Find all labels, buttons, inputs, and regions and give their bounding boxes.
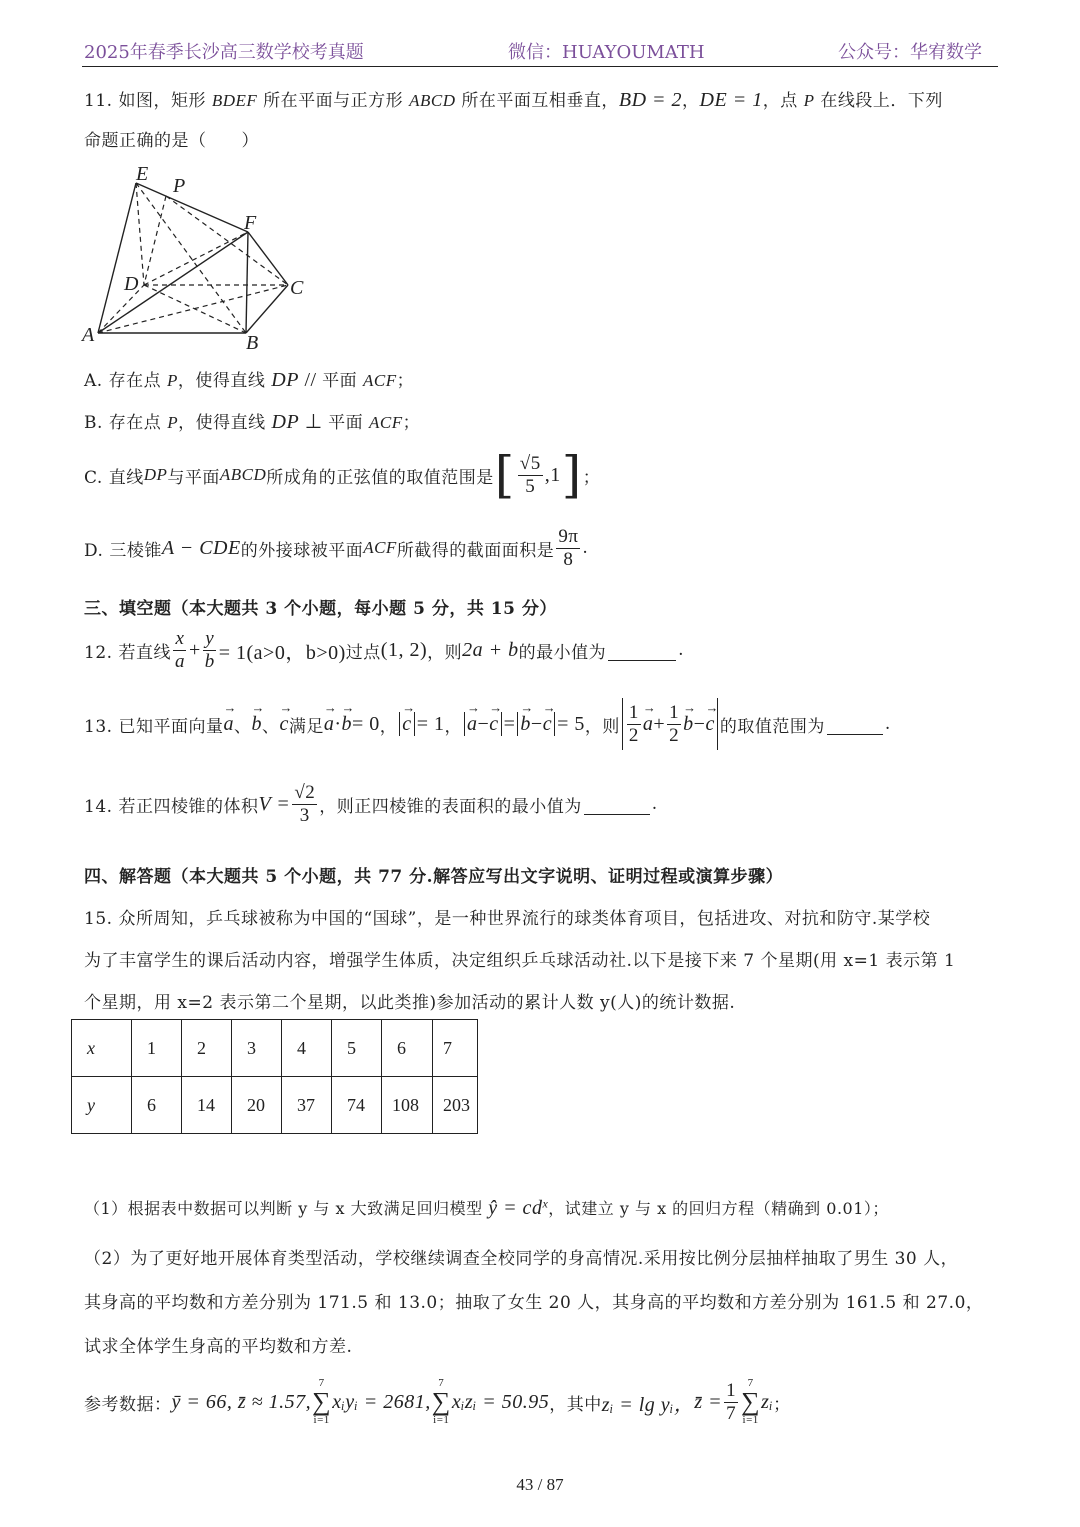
edge-ED [136,183,144,285]
table-row-y: y 6 14 20 37 74 108 203 [72,1077,478,1134]
q15-line1: 15. 众所周知，乒乓球被称为中国的“国球”，是一种世界流行的球类体育项目，包括进攻、对抗和防守.某学校 [84,909,931,929]
label-A: A [82,324,95,346]
header-title: 2025年春季长沙高三数学校考真题 [84,42,364,63]
sum-symbol-2: 7 ∑ i=1 [431,1377,451,1426]
q15-line3: 个星期，用 x=2 表示第二个星期，以此类推)参加活动的累计人数 y(人)的统计数据. [84,993,736,1013]
label-D: D [124,273,139,295]
edge-BC [246,285,288,333]
edge-PC [166,196,288,285]
q15-line2: 为了丰富学生的课后活动内容，增强学生体质，决定组织乒乓球活动社.以下是接下来 7 个星期(用 x=1 表示第 1 [84,951,956,971]
table-row-x: x 1 2 3 4 5 6 7 [72,1020,478,1077]
edge-PD [144,196,166,285]
q11-line2: 命题正确的是（ ） [84,131,259,151]
edge-FB [246,232,248,333]
q11-line1: 11. 如图，矩形 BDEF 所在平面与正方形 ABCD 所在平面互相垂直，BD = 2，DE = 1，点 P 在线段上．下列 [84,89,943,111]
sum-symbol-3: 7 ∑ i=1 [741,1377,761,1426]
q15-part2-line2: 其身高的平均数和方差分别为 171.5 和 13.0；抽取了女生 20 人，其身高的平均数和方差分别为 161.5 和 27.0， [84,1293,984,1313]
q13: 13. 已知平面向量 → a 、 → b 、 → c 满足 → a · → b = 0 ， → c = 1 ， → a − → c = → b − → c = 5 ，则 $\frac{1}{2}$ → a + $\frac{1}{2}$ → b − → c 的取值范围为 . [84,698,891,750]
header-wechat: 微信：HUAYOUMATH [508,42,705,63]
bracket-right: ] [561,446,582,504]
section3-title: 三、填空题（本大题共 3 个小题，每小题 5 分，共 15 分） [84,599,557,619]
sum-symbol-1: 7 ∑ i=1 [312,1377,332,1426]
q11-option-a: A. 存在点 P，使得直线 DP // 平面 ACF； [84,369,415,391]
q11-option-c: C. 直线 DP 与平面 ABCD 所成角的正弦值的取值范围是 [ $\frac{√5}{5}$ ,1 ] ； [84,446,601,504]
data-table [71,1019,478,1134]
edge-AF [98,232,248,333]
label-E: E [136,163,149,185]
geometry-figure [78,160,338,352]
edge-EF [136,183,248,232]
q11-option-d: D. 三棱锥 A − CDE 的外接球被平面 ACF 所截得的截面面积是 $\frac{9\pi}{8}$ . [84,526,589,570]
edge-FC [248,232,288,285]
q12: 12. 若直线 $\frac{x}{a}$ + $\frac{y}{b}$ = 1(a>0，b>0) 过点 (1, 2) ，则 2a + b 的最小值为 . [84,628,685,672]
bracket-left: [ [494,446,515,504]
q15-reference-data: 参考数据： ȳ = 66, z̄ ≈ 1.57, 7 ∑ i=1 xᵢyᵢ = 2681, 7 ∑ i=1 xᵢzᵢ = 50.95 ，其中 zᵢ = lg yᵢ， z̄ = $\frac{1}{7}$ 7 ∑ i=1 zᵢ ； [84,1377,791,1426]
label-P: P [173,175,186,197]
header-rule [82,66,998,67]
q13-answer-blank[interactable] [827,714,883,735]
label-C: C [290,277,304,299]
q15-part2-line3: 试求全体学生身高的平均数和方差. [84,1337,353,1357]
label-F: F [244,212,257,234]
q14: 14. 若正四棱锥的体积 V = $\frac{√2}{3}$ ，则正四棱锥的表面积的最小值为 . [84,782,658,826]
q14-answer-blank[interactable] [584,794,650,815]
q15-part1: （1）根据表中数据可以判断 y 与 x 大致满足回归模型 ŷ = $cd^x$，试建立 y 与 x 的回归方程（精确到 0.01）； [84,1196,889,1219]
page-number: 43 / 87 [516,1475,564,1494]
q12-answer-blank[interactable] [608,640,676,661]
section4-title: 四、解答题（本大题共 5 个小题，共 77 分.解答应写出文字说明、证明过程或演算步骤） [84,867,784,887]
label-B: B [246,332,259,352]
q15-part2-line1: （2）为了更好地开展体育类型活动，学校继续调查全校同学的身高情况.采用按比例分层抽样抽取了男生 30 人， [84,1249,959,1269]
edge-EB [136,183,246,333]
edge-DF [144,232,248,285]
q11-option-b: B. 存在点 P，使得直线 DP ⊥ 平面 ACF； [84,411,421,433]
header-public-account: 公众号：华宥数学 [838,42,982,63]
